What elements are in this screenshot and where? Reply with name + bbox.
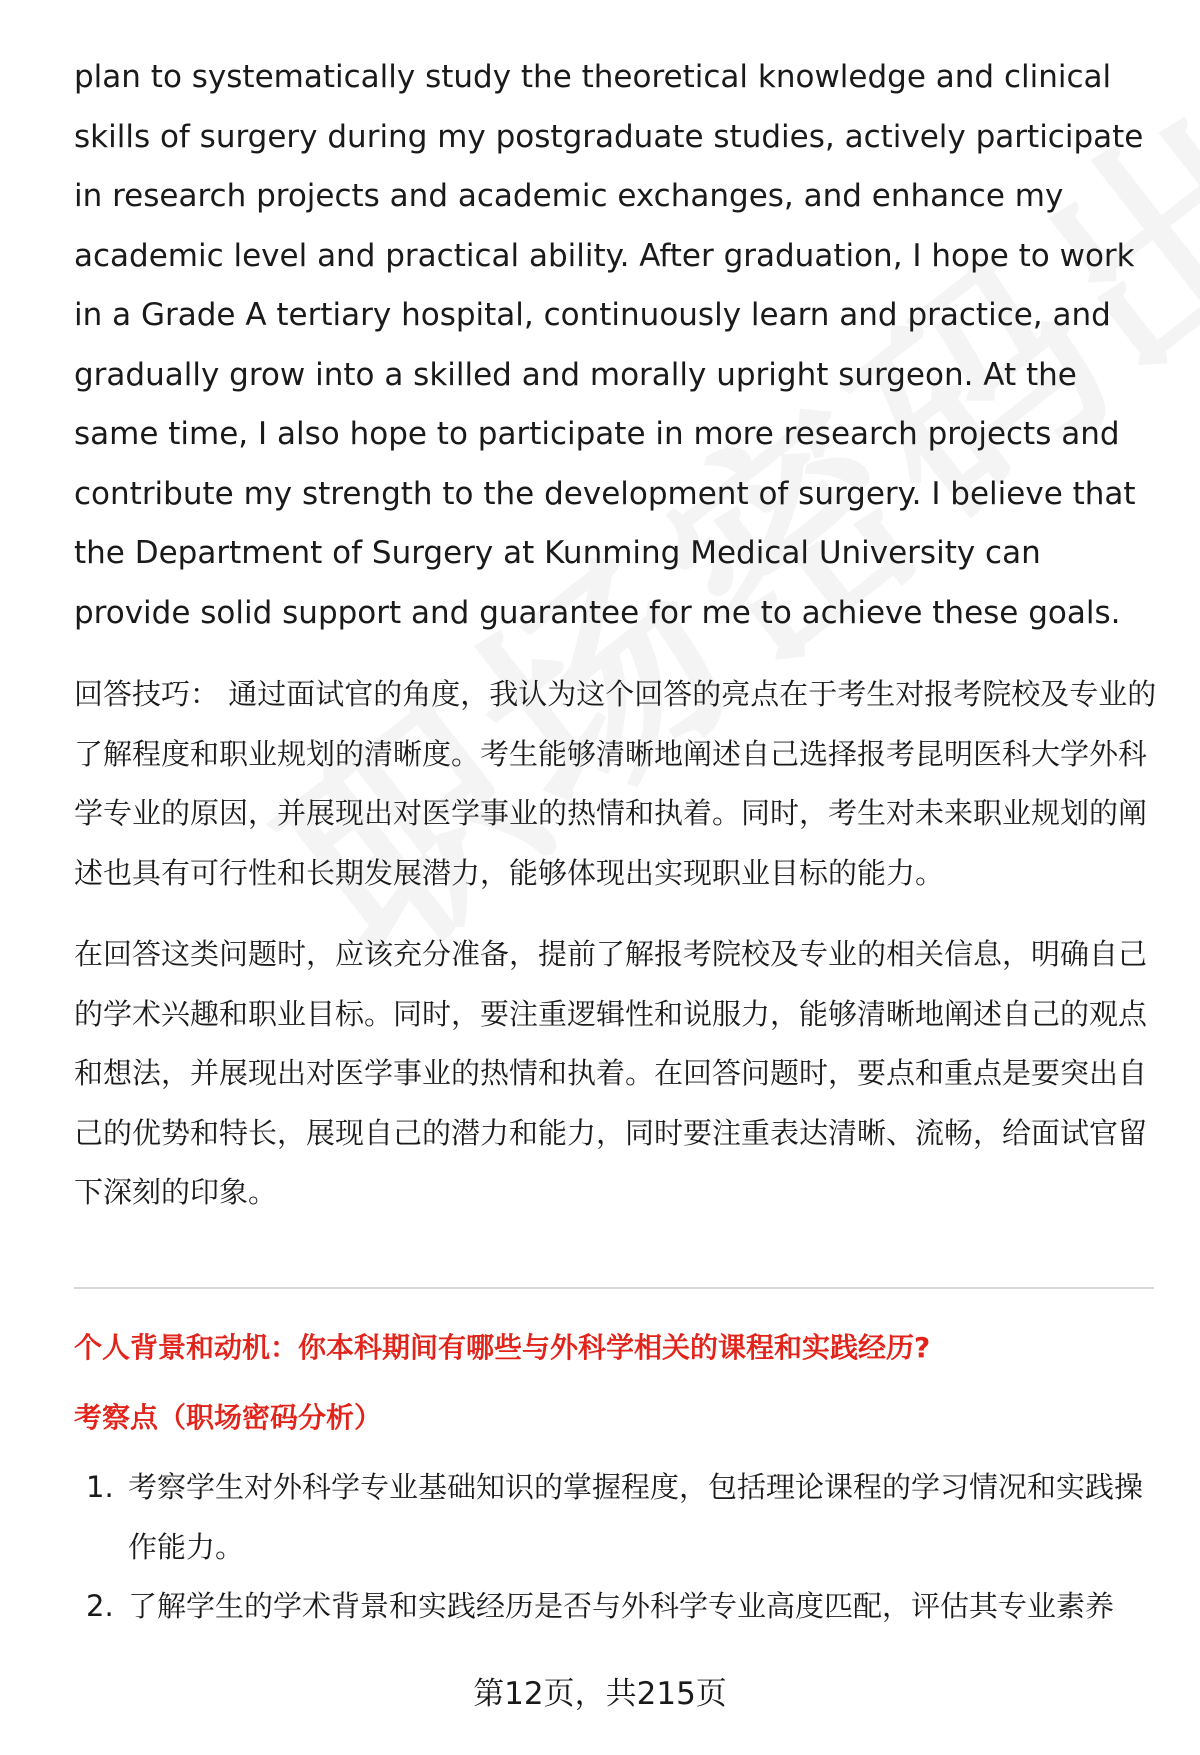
points-list [74,1458,1164,1637]
page-number: 第12页，共215页 [473,1676,727,1712]
list-text: 了解学生的学术背景和实践经历是否与外科学专业高度匹配，评估其专业素养 [128,1589,1115,1623]
list-number: 2. [86,1589,114,1623]
list-number: 1. [86,1470,114,1504]
answer-paragraph: plan to systematically study the theoretical knowledge and clinical skills of surgery during my postgraduate studies, actively participate in research projects and academic exchanges, and enhance my academic level and practical ability. After graduation, I hope to work in a Grade A tertiary hospital, continuously learn and practice, and gradually grow into a skilled and morally upright surgeon. At the same time, I also hope to participate in more research projects and contribute my strength to the development of surgery. I believe that the Department of Surgery at Kunming Medical University can provide solid support and guarantee for me to achieve these goals. [74,59,1144,631]
section-divider [74,1287,1154,1289]
list-item [74,1577,1164,1637]
section-title: 考察点（职场密码分析） [74,1401,383,1434]
list-item [74,1458,1164,1577]
tips-label: 回答技巧： [74,677,220,711]
list-text: 考察学生对外科学专业基础知识的掌握程度，包括理论课程的学习情况和实践操作能力。 [128,1470,1144,1564]
tips-text: 通过面试官的角度，我认为这个回答的亮点在于考生对报考院校及专业的了解程度和职业规划的清晰度。考生能够清晰地阐述自己选择报考昆明医科大学外科学专业的原因，并展现出对医学事业的热情和执着。同时，考生对未来职业规划的阐述也具有可行性和长期发展潜力，能够体现出实现职业目标的能力。 [74,677,1157,890]
document-body [74,48,1164,1223]
question-heading: 个人背景和动机：你本科期间有哪些与外科学相关的课程和实践经历? [74,1331,931,1364]
tips-paragraph [74,665,1164,903]
advice-paragraph: 在回答这类问题时，应该充分准备，提前了解报考院校及专业的相关信息，明确自己的学术兴趣和职业目标。同时，要注重逻辑性和说服力，能够清晰地阐述自己的观点和想法，并展现出对医学事业的热情和执着。在回答问题时，要点和重点是要突出自己的优势和特长，展现自己的潜力和能力，同时要注重表达清晰、流畅，给面试官留下深刻的印象。 [74,937,1148,1209]
